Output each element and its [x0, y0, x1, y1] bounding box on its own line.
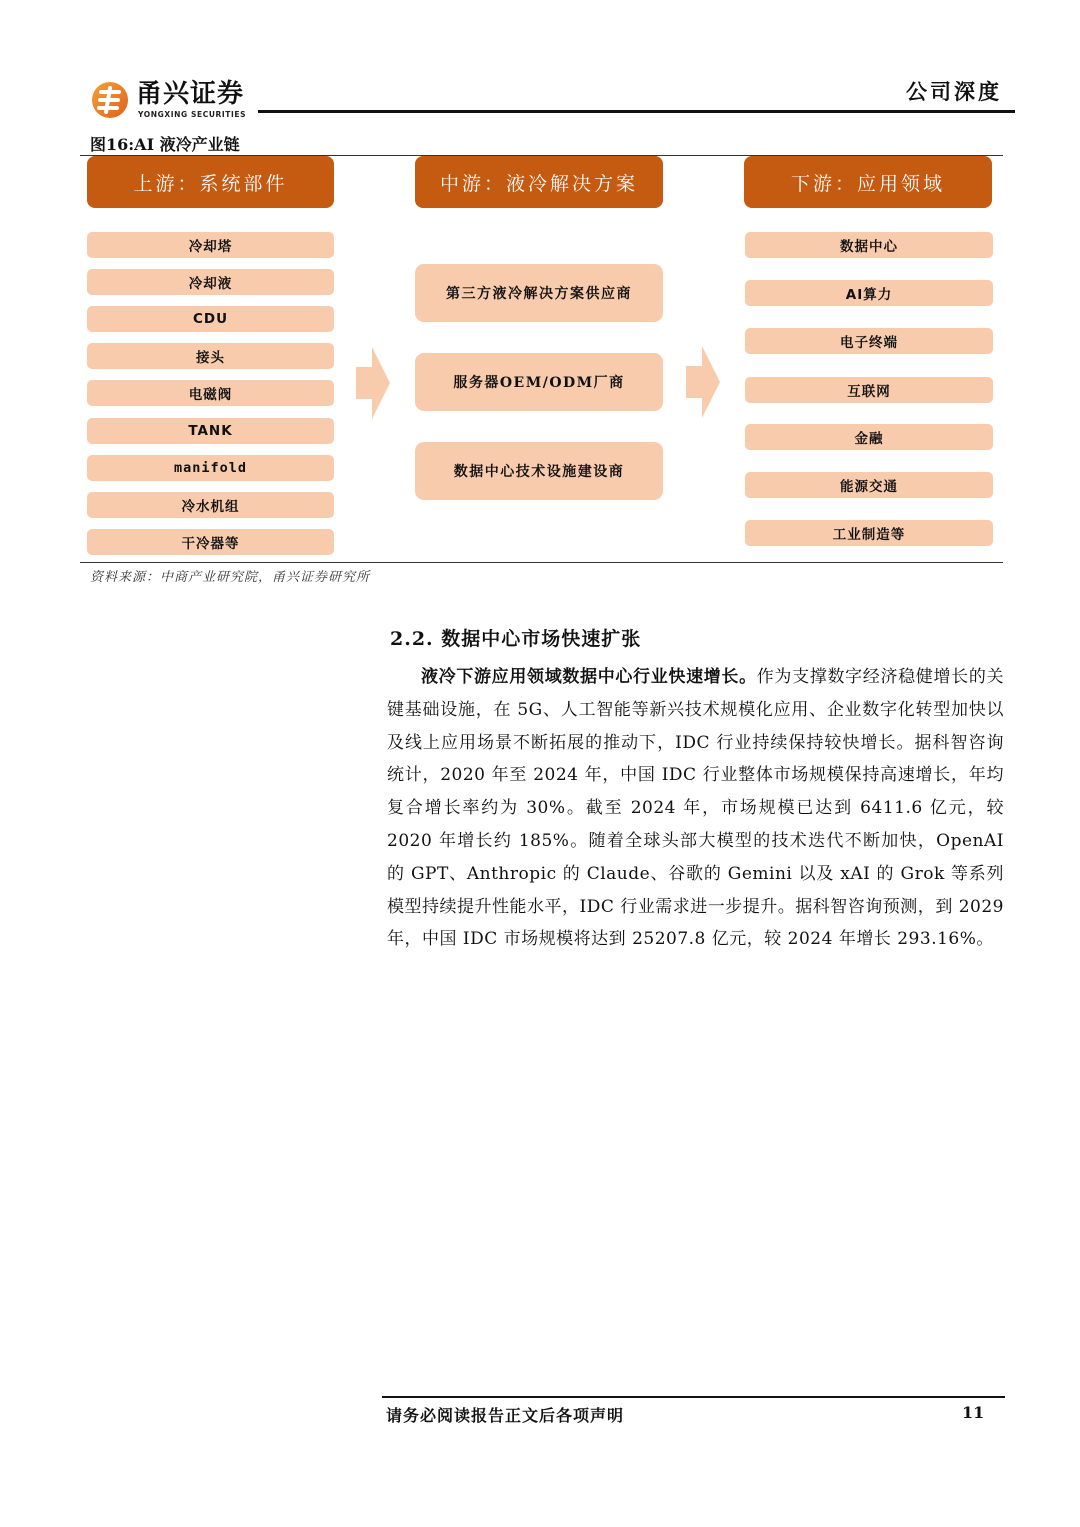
upstream-item: TANK	[87, 418, 334, 444]
midstream-item: 数据中心技术设施建设商	[415, 442, 663, 500]
midstream-header: 中游：液冷解决方案	[415, 156, 663, 208]
upstream-item: manifold	[87, 455, 334, 481]
downstream-header: 下游：应用领域	[744, 156, 992, 208]
footer-divider	[382, 1396, 1005, 1398]
downstream-item: 电子终端	[745, 328, 993, 354]
logo-chinese-name: 甬兴证券	[136, 79, 245, 109]
page-number: 11	[962, 1403, 985, 1422]
yongxing-logo-icon	[90, 80, 130, 120]
midstream-item: 服务器OEM/ODM厂商	[415, 353, 663, 411]
upstream-item: 冷却液	[87, 269, 334, 295]
upstream-item: 接头	[87, 343, 334, 369]
upstream-item: 电磁阀	[87, 380, 334, 406]
downstream-item: 数据中心	[745, 232, 993, 258]
downstream-item: 互联网	[745, 377, 993, 403]
figure-source: 资料来源：中商产业研究院，甬兴证券研究所	[90, 570, 371, 585]
upstream-item: 干冷器等	[87, 529, 334, 555]
downstream-item: AI算力	[745, 280, 993, 306]
figure-bottom-rule	[80, 562, 1003, 563]
upstream-item: 冷却塔	[87, 232, 334, 258]
upstream-header: 上游：系统部件	[87, 156, 334, 208]
midstream-item: 第三方液冷解决方案供应商	[415, 264, 663, 322]
downstream-item: 工业制造等	[745, 520, 993, 546]
footer-disclaimer: 请务必阅读报告正文后各项声明	[386, 1406, 625, 1425]
upstream-item: CDU	[87, 306, 334, 332]
downstream-item: 金融	[745, 424, 993, 450]
company-logo	[90, 78, 260, 126]
paragraph-body: 作为支撑数字经济稳健增长的关键基础设施，在 5G、人工智能等新兴技术规模化应用、企业数字化转型加快以及线上应用场景不断拓展的推动下，IDC 行业持续保持较快增长。据科智咨询统计，2020 年至 2024 年，中国 IDC 行业整体市场规模保持高速增长，年均复合增长率约为 30%。截至 2024 年，市场规模已达到 6411.6 亿元，较 2020 年增长约 185%。随着全球头部大模型的技术迭代不断加快，OpenAI 的 GPT、Anthropic 的 Claude、谷歌的 Gemini 以及 xAI 的 Grok 等系列模型持续提升性能水平，IDC 行业需求进一步提升。据科智咨询预测，到 2029 年，中国 IDC 市场规模将达到 25207.8 亿元，较 2024 年增长 293.16%。	[387, 667, 1004, 950]
figure-title: 图16:AI 液冷产业链	[90, 135, 240, 154]
upstream-item: 冷水机组	[87, 492, 334, 518]
flow-arrow-right-icon	[686, 346, 720, 418]
downstream-item: 能源交通	[745, 472, 993, 498]
section-paragraph	[387, 661, 1004, 956]
flow-arrow-right-icon	[356, 347, 390, 419]
paragraph-lead: 液冷下游应用领域数据中心行业快速增长。	[421, 667, 757, 687]
header-divider	[258, 110, 1015, 113]
report-type-label: 公司深度	[906, 79, 1002, 104]
section-title: 2.2. 数据中心市场快速扩张	[390, 628, 642, 650]
logo-english-name: YONGXING SECURITIES	[138, 110, 247, 119]
